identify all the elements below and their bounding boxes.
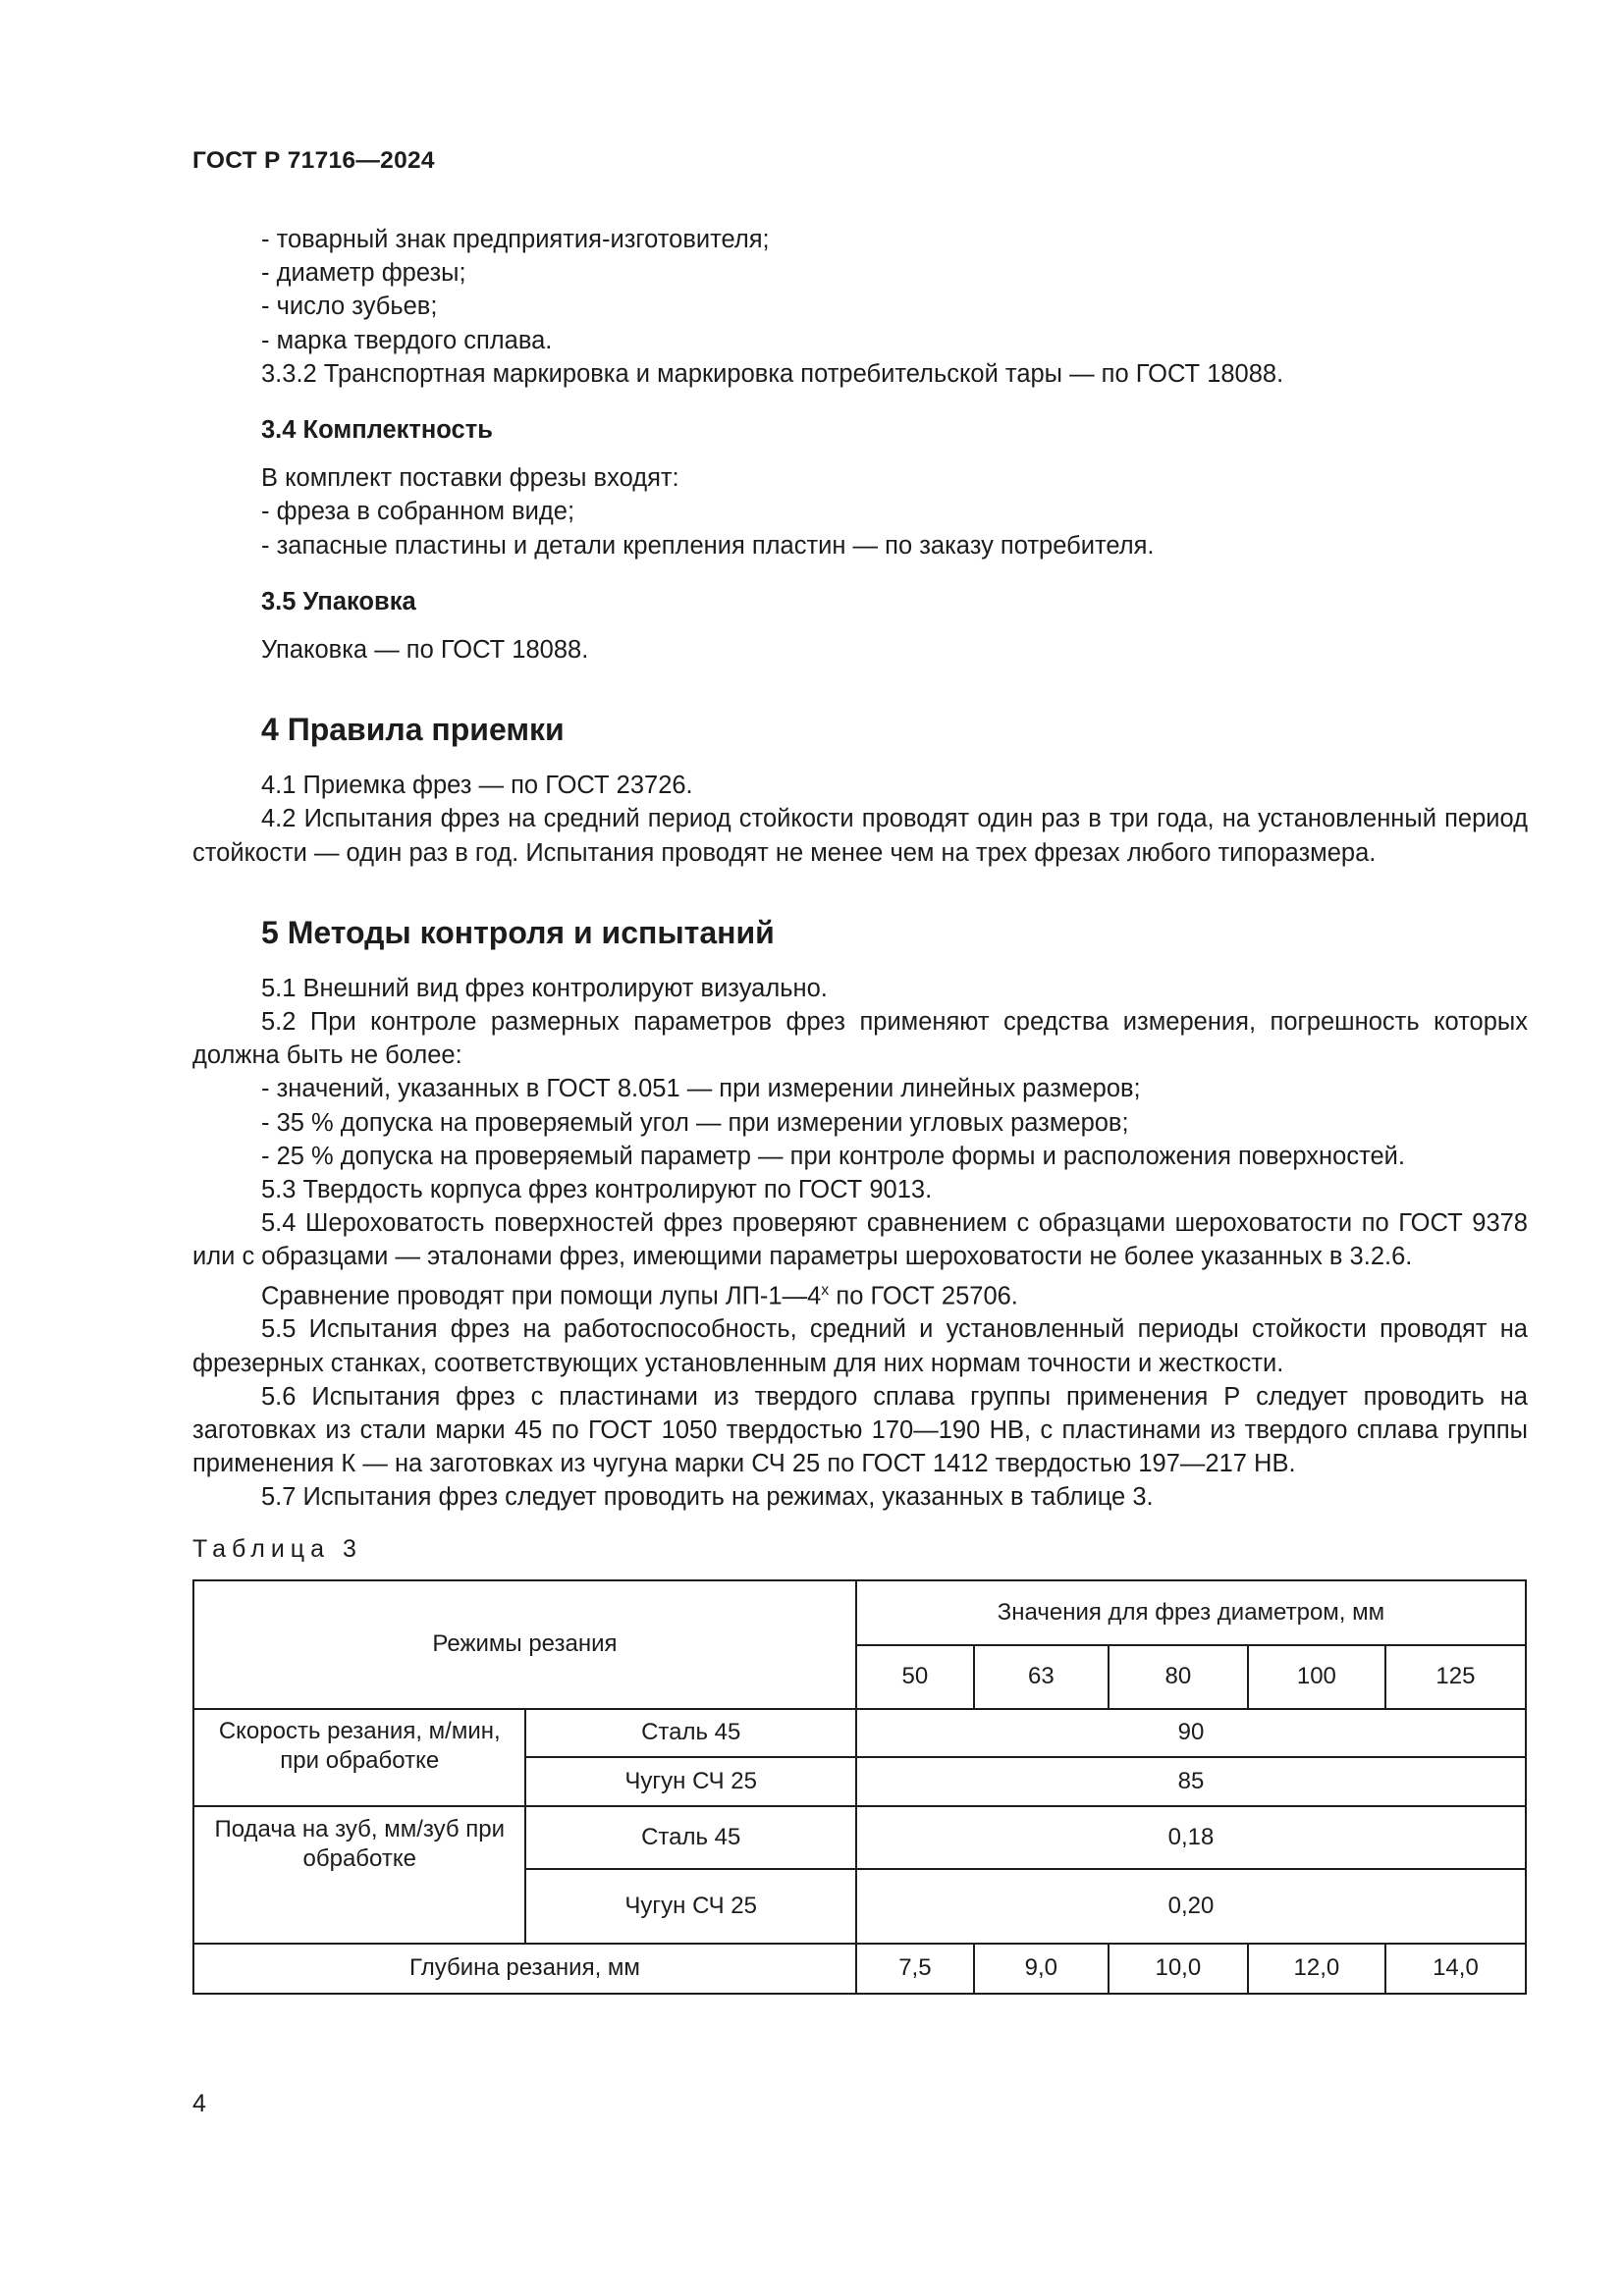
heading-section-4: 4 Правила приемки: [261, 712, 565, 748]
material-iron: Чугун СЧ 25: [525, 1757, 855, 1806]
paragraph-5-5: 5.5 Испытания фрез на работоспособность, средний и установленный периоды стойкости проводят на фрезерных станках, соответствующих установленным для них нормам точности и жесткости.: [192, 1315, 1528, 1377]
paragraph-4-2: 4.2 Испытания фрез на средний период стойкости проводят один раз в три года, на установленный период стойкости — один раз в год. Испытания проводят не менее чем на трех фрезах любого типоразмера.: [192, 805, 1528, 867]
row-label-feed: Подача на зуб, мм/зуб при обработке: [193, 1806, 525, 1944]
paragraph-5-3: 5.3 Твердость корпуса фрез контролируют по ГОСТ 9013.: [261, 1176, 933, 1204]
header-diameter: 125: [1385, 1645, 1526, 1709]
material-steel: Сталь 45: [525, 1806, 855, 1869]
list-item: - фреза в собранном виде;: [261, 498, 575, 526]
heading-3-5: 3.5 Упаковка: [261, 587, 416, 615]
list-item: - диаметр фрезы;: [261, 259, 466, 288]
heading-3-4: 3.4 Комплектность: [261, 416, 493, 445]
paragraph-5-4: 5.4 Шероховатость поверхностей фрез проверяют сравнением с образцами шероховатости по ГОСТ 9378 или с образцами — эталонами фрез, имеющими параметры шероховатости не более указанных в 3.2.6.: [192, 1209, 1528, 1271]
paragraph-5-1: 5.1 Внешний вид фрез контролируют визуально.: [261, 974, 828, 1002]
paragraph-3-4-intro: В комплект поставки фрезы входят:: [261, 464, 679, 493]
value-depth: 12,0: [1248, 1944, 1385, 1994]
value-feed-steel: 0,18: [856, 1806, 1526, 1869]
row-label-depth: Глубина резания, мм: [193, 1944, 856, 1994]
value-feed-iron: 0,20: [856, 1869, 1526, 1944]
list-item: - запасные пластины и детали крепления пластин — по заказу потребителя.: [261, 531, 1155, 560]
paragraph-5-4-magnifier: [192, 1274, 1528, 1313]
paragraph-3-5: Упаковка — по ГОСТ 18088.: [261, 636, 589, 665]
list-item: - 25 % допуска на проверяемый параметр — при контроле формы и расположения поверхностей.: [261, 1142, 1405, 1170]
material-steel: Сталь 45: [525, 1709, 855, 1757]
header-diameter: 100: [1248, 1645, 1385, 1709]
header-diameter: 50: [856, 1645, 974, 1709]
magnifier-superscript: х: [821, 1281, 830, 1299]
magnifier-text-end: по ГОСТ 25706.: [829, 1282, 1018, 1310]
material-iron: Чугун СЧ 25: [525, 1869, 855, 1944]
list-item: - товарный знак предприятия-изготовителя;: [261, 226, 770, 253]
list-item: - число зубьев;: [261, 293, 438, 321]
page-content: [192, 223, 1528, 1995]
paragraph-3-3-2: 3.3.2 Транспортная маркировка и маркировка потребительской тары — по ГОСТ 18088.: [261, 359, 1284, 388]
value-depth: 7,5: [856, 1944, 974, 1994]
magnifier-text: Сравнение проводят при помощи лупы ЛП-1—4: [261, 1282, 822, 1310]
document-code: ГОСТ Р 71716—2024: [192, 147, 435, 174]
value-depth: 10,0: [1109, 1944, 1248, 1994]
value-speed-steel: 90: [856, 1709, 1526, 1757]
value-depth: 14,0: [1385, 1944, 1526, 1994]
list-item: - значений, указанных в ГОСТ 8.051 — при измерении линейных размеров;: [261, 1075, 1141, 1103]
paragraph-5-2: 5.2 При контроле размерных параметров фрез применяют средства измерения, погрешность которых должна быть не более:: [192, 1008, 1528, 1070]
heading-section-5: 5 Методы контроля и испытаний: [261, 914, 775, 950]
header-diameter-group: Значения для фрез диаметром, мм: [856, 1580, 1526, 1645]
list-item: - марка твердого сплава.: [261, 326, 553, 354]
value-speed-iron: 85: [856, 1757, 1526, 1806]
paragraph-5-6: 5.6 Испытания фрез с пластинами из твердого сплава группы применения Р следует проводить на заготовках из стали марки 45 по ГОСТ 1050 твердостью 170—190 НВ, с пластинами из твердого сплава группы применения К — на заготовках из чугуна марки СЧ 25 по ГОСТ 1412 твердостью 197—217 НВ.: [192, 1382, 1528, 1478]
list-item: - 35 % допуска на проверяемый угол — при измерении угловых размеров;: [261, 1108, 1129, 1137]
paragraph-5-7: 5.7 Испытания фрез следует проводить на режимах, указанных в таблице 3.: [261, 1483, 1154, 1512]
page-number: 4: [192, 2090, 206, 2117]
cutting-modes-table: [192, 1579, 1527, 1995]
header-cutting-modes: Режимы резания: [193, 1580, 856, 1709]
table-caption: Таблица 3: [192, 1534, 362, 1563]
paragraph-4-1: 4.1 Приемка фрез — по ГОСТ 23726.: [261, 772, 693, 800]
row-label-speed: Скорость резания, м/мин, при обработке: [193, 1709, 525, 1806]
header-diameter: 80: [1109, 1645, 1248, 1709]
header-diameter: 63: [974, 1645, 1109, 1709]
value-depth: 9,0: [974, 1944, 1109, 1994]
